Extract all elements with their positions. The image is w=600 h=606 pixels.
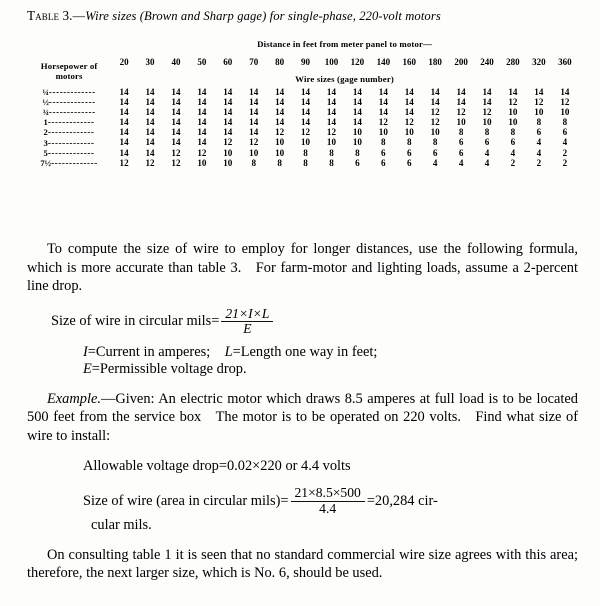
col-header-280: 280 <box>506 57 520 67</box>
cell: 14 <box>223 117 233 128</box>
cell: 14 <box>145 97 155 108</box>
cell: 10 <box>223 157 233 168</box>
table-body <box>27 87 578 168</box>
cell: 12 <box>275 127 285 138</box>
table-head-row-span <box>27 34 578 54</box>
cell: 10 <box>404 127 414 138</box>
cell: 12 <box>249 137 259 148</box>
row-label-2-hp <box>27 127 111 137</box>
col-header-200: 200 <box>454 57 468 67</box>
cell: 14 <box>352 107 362 118</box>
cell: 12 <box>404 117 414 128</box>
cell: 14 <box>223 97 233 108</box>
spacer <box>27 535 578 546</box>
row-leader: ------------- <box>48 107 96 118</box>
cell: 10 <box>352 137 362 148</box>
cell: 14 <box>378 107 388 118</box>
row-leader: ------------- <box>47 127 95 138</box>
cell: 14 <box>352 97 362 108</box>
example-heading: Example. <box>47 390 101 407</box>
cell: 14 <box>352 117 362 128</box>
cell: 4 <box>458 157 464 168</box>
cell: 10 <box>378 127 388 138</box>
col-header-140: 140 <box>376 57 391 67</box>
col-header-180: 180 <box>428 57 442 67</box>
cell: 12 <box>430 117 440 128</box>
cell: 14 <box>326 117 337 128</box>
row-label-seven-half-hp <box>27 158 111 168</box>
cell: 12 <box>145 157 155 168</box>
cell: 10 <box>508 117 518 128</box>
cell: 10 <box>197 157 207 168</box>
cell: 14 <box>249 117 259 128</box>
col-header-80: 80 <box>275 57 285 67</box>
cell: 8 <box>329 147 334 158</box>
cell: 14 <box>301 107 311 118</box>
cell: 14 <box>301 87 311 97</box>
col-header-240: 240 <box>480 57 494 67</box>
col-header-120: 120 <box>350 57 365 67</box>
cell: 10 <box>275 137 285 148</box>
cell: 14 <box>275 117 285 128</box>
definition-L-text: =Length one way in feet; <box>232 343 378 360</box>
cell: 14 <box>326 97 337 108</box>
cell: 14 <box>119 137 129 148</box>
symbol-E: E <box>83 361 92 378</box>
cell: 14 <box>171 107 181 118</box>
cell: 14 <box>378 97 388 108</box>
cell: 14 <box>404 87 414 97</box>
cell: 2 <box>562 147 568 158</box>
cell: 14 <box>197 97 207 108</box>
body-text <box>27 240 578 583</box>
step-size-of-wire-calc <box>27 486 578 516</box>
cell: 6 <box>562 127 568 138</box>
table-row <box>27 158 578 168</box>
cell: 6 <box>406 157 412 168</box>
step-size-of-wire-continuation: cular mils. <box>91 516 152 533</box>
cell: 12 <box>223 137 233 148</box>
cell: 12 <box>326 127 337 138</box>
step2-numerator: 21×8.5×500 <box>291 486 365 501</box>
row-hp-value: 2 <box>43 127 48 138</box>
cell: 4 <box>484 157 490 168</box>
cell: 8 <box>277 157 282 168</box>
row-label-half-hp <box>27 97 111 107</box>
table-head <box>27 34 578 87</box>
cell: 8 <box>484 127 490 138</box>
cell: 8 <box>251 157 256 168</box>
cell: 12 <box>508 97 518 108</box>
horsepower-header: Horsepower of motors <box>40 60 98 81</box>
step2-lhs: Size of wire (area in circular mils)= <box>83 492 289 509</box>
col-header-320: 320 <box>532 57 546 67</box>
cell: 4 <box>432 157 438 168</box>
row-hp-value: 5 <box>43 147 48 158</box>
row-label-5-hp <box>27 148 111 158</box>
definitions-line-1 <box>27 344 578 362</box>
cell: 10 <box>508 107 518 118</box>
cell: 14 <box>197 107 207 118</box>
definition-E-text: =Permissible voltage drop. <box>91 361 247 378</box>
row-label-1-hp <box>27 117 111 127</box>
spacer <box>27 446 578 457</box>
row-leader: ------------- <box>47 117 95 128</box>
cell: 14 <box>249 127 259 138</box>
paragraph-example <box>27 390 578 446</box>
cell: 2 <box>510 157 516 168</box>
cell: 14 <box>171 127 181 138</box>
cell: 6 <box>458 147 464 158</box>
paragraph-compute-formula: To compute the size of wire to employ for longer distances, use the following formula, which is more accurate than table 3. For farm-motor and lighting loads, assume a 2-percent line drop. <box>27 241 578 295</box>
cell: 2 <box>536 157 542 168</box>
wire-size-table-container <box>27 34 578 168</box>
wire-sizes-subheader: Wire sizes (gage number) <box>295 73 394 84</box>
col-header-160: 160 <box>402 57 416 67</box>
cell: 14 <box>197 127 207 138</box>
cell: 14 <box>223 107 233 118</box>
cell: 14 <box>456 87 466 97</box>
cell: 10 <box>560 107 570 118</box>
table-row <box>27 117 578 127</box>
cell: 14 <box>119 107 129 118</box>
cell: 14 <box>171 87 181 97</box>
cell: 14 <box>326 107 337 118</box>
cell: 14 <box>119 97 129 108</box>
row-hp-value: 3 <box>43 137 48 148</box>
cell: 8 <box>562 117 568 128</box>
table-caption-label: Table 3. <box>27 8 73 23</box>
example-dash: — <box>100 390 116 407</box>
cell: 12 <box>171 157 181 168</box>
cell: 14 <box>171 117 181 128</box>
cell: 4 <box>510 147 516 158</box>
cell: 14 <box>430 97 440 108</box>
col-header-70: 70 <box>249 57 259 67</box>
cell: 14 <box>197 117 207 128</box>
cell: 6 <box>510 137 516 148</box>
cell: 12 <box>534 97 544 108</box>
step-allowable-voltage-drop: Allowable voltage drop=0.02×220 or 4.4 volts <box>83 457 351 474</box>
cell: 8 <box>303 157 308 168</box>
cell: 10 <box>326 137 337 148</box>
paragraph-conclusion: On consulting table 1 it is seen that no standard commercial wire size agrees with this area; therefore, the next larger size, which is No. 6, should be used. <box>27 546 578 582</box>
cell: 14 <box>197 87 207 97</box>
cell: 10 <box>275 147 285 158</box>
cell: 10 <box>249 147 259 158</box>
cell: 12 <box>378 117 388 128</box>
cell: 14 <box>275 107 285 118</box>
col-header-90: 90 <box>301 57 311 67</box>
cell: 14 <box>275 87 285 97</box>
cell: 12 <box>119 157 129 168</box>
col-header-40: 40 <box>171 57 181 67</box>
cell: 14 <box>145 117 155 128</box>
row-leader: ------------- <box>47 137 95 148</box>
cell: 4 <box>536 137 542 148</box>
cell: 14 <box>430 87 440 97</box>
cell: 14 <box>145 147 155 158</box>
cell: 14 <box>352 87 362 97</box>
cell: 6 <box>536 127 542 138</box>
cell: 14 <box>223 127 233 138</box>
table-caption-dash: — <box>72 9 86 23</box>
cell: 14 <box>301 97 311 108</box>
cell: 6 <box>432 147 438 158</box>
row-label-3-hp <box>27 137 111 147</box>
cell: 8 <box>329 157 334 168</box>
cell: 14 <box>404 97 414 108</box>
row-leader: ------------- <box>47 147 95 158</box>
cell: 8 <box>406 137 412 148</box>
row-leader: ------------- <box>48 97 96 108</box>
step2-rhs: =20,284 cir- <box>366 492 438 509</box>
symbol-L: L <box>224 343 233 360</box>
cell: 10 <box>301 137 311 148</box>
definitions-line-2 <box>27 361 578 379</box>
table-row <box>27 137 578 147</box>
table-caption <box>27 8 579 24</box>
wire-size-table <box>27 34 578 168</box>
cell: 14 <box>534 87 544 97</box>
row-hp-value: ¾ <box>42 107 49 118</box>
formula-denominator: E <box>243 321 252 337</box>
cell: 14 <box>145 137 155 148</box>
row-hp-value: ½ <box>42 97 49 108</box>
cell: 14 <box>119 127 129 138</box>
cell: 4 <box>536 147 542 158</box>
step2-denominator: 4.4 <box>319 500 337 516</box>
formula-numerator: 21×I×L <box>221 307 273 322</box>
cell: 14 <box>197 137 207 148</box>
cell: 12 <box>171 147 181 158</box>
col-header-50: 50 <box>197 57 207 67</box>
cell: 10 <box>534 107 544 118</box>
cell: 14 <box>171 97 181 108</box>
cell: 14 <box>249 107 259 118</box>
cell: 14 <box>482 87 492 97</box>
cell: 14 <box>249 87 259 97</box>
col-header-30: 30 <box>145 57 155 67</box>
cell: 14 <box>456 97 466 108</box>
cell: 8 <box>303 147 308 158</box>
cell: 6 <box>406 147 412 158</box>
cell: 8 <box>381 137 386 148</box>
cell: 10 <box>223 147 233 158</box>
formula-lhs: Size of wire in circular mils= <box>51 313 220 330</box>
cell: 6 <box>484 137 490 148</box>
cell: 14 <box>275 97 285 108</box>
step2-fraction <box>291 486 365 516</box>
row-hp-value: ¼ <box>42 87 49 98</box>
cell: 14 <box>119 147 129 158</box>
spacer <box>27 296 578 307</box>
example-text: Given: An electric motor which draws 8.5 amperes at full load is to be located 500 feet from the service box The motor is to be operated on 220 volts. Find what size of wire to install: <box>27 390 578 444</box>
formula-fraction <box>221 307 273 337</box>
cell: 6 <box>381 147 386 158</box>
cell: 14 <box>223 87 233 97</box>
cell: 6 <box>381 157 386 168</box>
row-hp-value: 1 <box>43 117 48 128</box>
formula-size-of-wire <box>27 307 578 337</box>
table-caption-title: Wire sizes (Brown and Sharp gage) for single-phase, 220-volt motors <box>85 9 441 23</box>
cell: 4 <box>562 137 568 148</box>
cell: 8 <box>458 127 464 138</box>
distance-span-header: Distance in feet from meter panel to motor— <box>257 39 433 49</box>
cell: 14 <box>145 107 155 118</box>
cell: 8 <box>536 117 542 128</box>
table-row <box>27 97 578 107</box>
cell: 12 <box>560 97 570 108</box>
cell: 8 <box>355 147 360 158</box>
col-header-100: 100 <box>324 57 339 67</box>
row-label-quarter-hp <box>27 87 111 97</box>
cell: 14 <box>508 87 518 97</box>
cell: 12 <box>456 107 466 118</box>
cell: 10 <box>482 117 492 128</box>
head-corner-blank <box>27 34 111 54</box>
cell: 10 <box>456 117 466 128</box>
cell: 12 <box>430 107 440 118</box>
cell: 14 <box>326 87 337 97</box>
definition-I-text: =Current in amperes; <box>87 343 225 360</box>
cell: 14 <box>378 87 388 97</box>
table-row <box>27 148 578 158</box>
row-leader: ------------- <box>48 87 96 98</box>
cell: 12 <box>482 107 492 118</box>
cell: 14 <box>560 87 570 97</box>
symbol-I: I <box>83 343 88 360</box>
col-header-360: 360 <box>558 57 572 67</box>
cell: 10 <box>352 127 362 138</box>
spacer <box>27 337 578 344</box>
cell: 2 <box>562 157 568 168</box>
cell: 14 <box>119 117 129 128</box>
cell: 8 <box>510 127 516 138</box>
spacer <box>27 379 578 390</box>
cell: 14 <box>301 117 311 128</box>
col-header-20: 20 <box>119 57 129 67</box>
cell: 10 <box>430 127 440 138</box>
cell: 14 <box>482 97 492 108</box>
cell: 14 <box>249 97 259 108</box>
cell: 12 <box>301 127 311 138</box>
row-hp-value: 7½ <box>40 157 52 168</box>
col-header-60: 60 <box>223 57 233 67</box>
cell: 14 <box>119 87 129 97</box>
table-row <box>27 127 578 137</box>
cell: 12 <box>197 147 207 158</box>
row-label-three-quarter-hp <box>27 107 111 117</box>
cell: 14 <box>145 87 155 97</box>
cell: 14 <box>404 107 414 118</box>
cell: 14 <box>171 137 181 148</box>
table-row <box>27 87 578 97</box>
table-row <box>27 107 578 117</box>
cell: 6 <box>355 157 360 168</box>
cell: 6 <box>458 137 464 148</box>
cell: 14 <box>145 127 155 138</box>
cell: 8 <box>432 137 438 148</box>
row-leader: ------------- <box>51 157 98 168</box>
table-head-row-columns <box>27 54 578 70</box>
cell: 4 <box>484 147 490 158</box>
